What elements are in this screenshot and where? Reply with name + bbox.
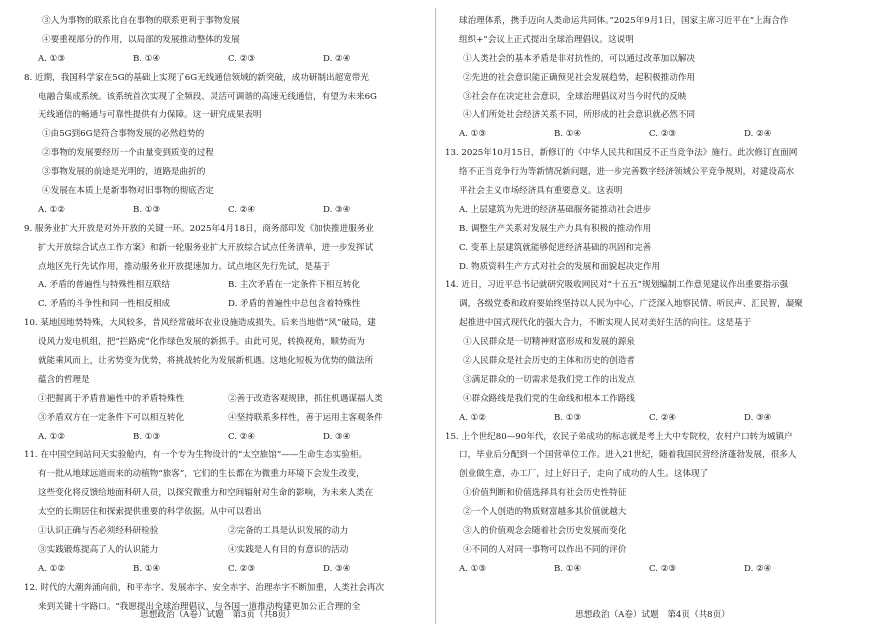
answer-option: A. ①③ xyxy=(38,53,66,64)
answer-options-row xyxy=(24,276,425,295)
answer-options-row xyxy=(24,50,425,69)
answer-options-row xyxy=(24,390,425,409)
answer-option: B. 主次矛盾在一定条件下相互转化 xyxy=(228,280,361,291)
statement-option: ③事物发展的前途是光明的，道路是曲折的 xyxy=(42,167,206,178)
answer-option: C. ②④ xyxy=(649,412,677,423)
question-text-line: 起推进中国式现代化的强大合力，不断实现人民对美好生活的向往。这是基于 xyxy=(459,318,752,329)
answer-options-row xyxy=(24,522,425,541)
statement-option: ①由5G到6G是符合事物发展的必然趋势的 xyxy=(42,129,205,140)
answer-option: D. ②④ xyxy=(323,53,351,64)
answer-option: A. ①② xyxy=(459,412,487,423)
answer-option: C. ②③ xyxy=(228,53,256,64)
answer-options-row xyxy=(24,295,425,314)
question-text-line: 8. 近期，我国科学家在5G的基础上实现了6G无线通信领域的新突破，成功研制出超宽带光 xyxy=(24,72,369,83)
statement-option: ④发展在本质上是新事物对旧事物的彻底否定 xyxy=(42,186,214,197)
answer-option: ③矛盾双方在一定条件下可以相互转化 xyxy=(38,412,185,423)
question-text-line: 有一批从地球远道而来的动植物“旅客”，它们的生长都在为微重力环境下会发生改变， xyxy=(38,469,365,480)
question-text-line: 14. 近日，习近平总书记就研究吸收网民对“十五五”规划编制工作意见建议作出重要指示强 xyxy=(445,280,789,291)
statement-option: ③满足群众的一切需求是我们党工作的出发点 xyxy=(463,374,635,385)
answer-option: C. 矛盾的斗争性和同一性相反相成 xyxy=(38,299,171,310)
answer-option: B. ①③ xyxy=(133,204,161,215)
answer-option: B. ①④ xyxy=(133,53,161,64)
answer-option: A. ①② xyxy=(38,431,66,442)
answer-options-row xyxy=(445,125,856,144)
answer-option: ①认识正确与否必须经科研检验 xyxy=(38,526,159,537)
answer-options-row xyxy=(445,560,856,579)
answer-option: B. ①④ xyxy=(554,563,582,574)
answer-option: A. ①② xyxy=(38,563,66,574)
statement-option: ③人为事物的联系比自在事物的联系更利于事物发展 xyxy=(42,16,240,26)
question-text-line: A. 上层建筑为先进的经济基础服务能推动社会进步 xyxy=(459,204,652,215)
question-text-line: B. 调整生产关系对发展生产力具有积极的推动作用 xyxy=(459,223,652,234)
statement-option: ④群众路线是我们党的生命线和根本工作路线 xyxy=(463,393,635,404)
answer-option: A. ①③ xyxy=(459,129,487,140)
answer-options-row xyxy=(24,560,425,579)
page-footer: 思想政治（A卷）试题 第4页（共8页） xyxy=(575,610,730,620)
question-text-line: 创业做生意，办工厂，过上好日子，走向了成功的人生。这体现了 xyxy=(459,469,709,480)
question-text-line: 设风力发电机组，把“拦路虎”化作绿色发展的新抓手。由此可见，转换视角，顺势而为 xyxy=(38,337,365,348)
statement-option: ②事物的发展要经历一个由量变到质变的过程 xyxy=(42,148,214,159)
answer-option: B. ①④ xyxy=(133,563,161,574)
question-text-line: 这些变化将反馈给地面科研人员，以探究微重力和空间辐射对生命的影响，为未来人类在 xyxy=(38,488,374,499)
answer-option: ②善于改造客观规律，抓住机遇谋福人类 xyxy=(228,393,383,404)
answer-option: ④坚持联系多样性，善于运用主客观条件 xyxy=(228,412,383,423)
question-text-line: 无线通信的畅通与可靠性提供有力保障。这一研究成果表明 xyxy=(38,110,262,121)
question-text-line: D. 物质资料生产方式对社会的发展和面貌起决定作用 xyxy=(459,261,661,272)
statement-option: ②先进的社会意识能正确预见社会发展趋势，起积极推动作用 xyxy=(463,72,696,83)
answer-option: ④实践是人有目的有意识的活动 xyxy=(228,544,349,555)
statement-option: ①人类社会的基本矛盾是非对抗性的，可以通过改革加以解决 xyxy=(463,53,696,64)
statement-option: ④要重视部分的作用，以局部的发展推动整体的发展 xyxy=(42,34,240,45)
statement-option: ④人们所处社会经济关系不同，所形成的社会意识就必然不同 xyxy=(463,110,696,121)
answer-options-row xyxy=(24,201,425,220)
question-text-line: 口，毕业后分配到一个国营单位工作。进入21世纪，随着我国民营经济蓬勃发展，很多人 xyxy=(459,450,797,461)
question-text-line: 蕴含的哲理是 xyxy=(38,374,90,385)
statement-option: ①人民群众是一切精神财富形成和发展的源泉 xyxy=(463,337,635,348)
answer-option: D. ③④ xyxy=(323,204,351,215)
answer-option: D. ②④ xyxy=(744,129,772,140)
question-text-line: 就能乘风而上，让劣势变为优势，将挑战转化为发展新机遇。这地化短板为优势的做法所 xyxy=(38,356,374,367)
answer-option: A. ①② xyxy=(38,204,66,215)
question-block-left xyxy=(24,12,425,617)
question-text-line: C. 变革上层建筑就能够促进经济基础的巩固和完善 xyxy=(459,242,652,253)
question-text-line: 来到关键十字路口。“我愿提出全球治理倡议，与各国一道推动构建更加公正合理的全 xyxy=(38,601,361,612)
question-text-line: 平社会主义市场经济具有重要意义。这表明 xyxy=(459,186,623,197)
statement-option: ②一个人创造的物质财富越多其价值就越大 xyxy=(463,507,627,518)
answer-option: A. ①③ xyxy=(459,563,487,574)
page-footer: 思想政治（A卷）试题 第3页（共8页） xyxy=(140,610,295,620)
answer-option: D. ③④ xyxy=(744,412,772,423)
question-block-right xyxy=(445,12,856,579)
answer-option: D. ③④ xyxy=(323,563,351,574)
question-text-line: 12. 时代的大潮奔涌向前，和平赤字、发展赤字、安全赤字、治理赤字不断加重，人类社会再次 xyxy=(24,582,385,593)
question-text-line: 11. 在中国空间站问天实验舱内，有一个专为生物设计的“太空旅馆”——生命生态实验柜。 xyxy=(24,450,368,461)
answer-option: D. ③④ xyxy=(323,431,351,442)
answer-option: A. 矛盾的普遍性与特殊性相互联结 xyxy=(38,280,170,291)
answer-option: C. ②④ xyxy=(228,204,256,215)
answer-options-row xyxy=(24,541,425,560)
answer-option: ②完备的工具是认识发展的动力 xyxy=(228,526,349,537)
answer-option: B. ①④ xyxy=(554,129,582,140)
statement-option: ④不同的人对同一事物可以作出不同的评价 xyxy=(463,544,627,555)
question-text-line: 电融合集成系统。该系统首次实现了全频段、灵活可调谐的高速无线通信，有望为未来6G xyxy=(38,91,377,102)
question-text-line: 组织+”会议上正式提出全球治理倡议。这说明 xyxy=(459,34,634,45)
question-text-line: 调，各级党委和政府要始终坚持以人民为中心，广泛深入地察民情、听民声、汇民智，凝聚 xyxy=(459,299,803,310)
statement-option: ①价值判断和价值选择具有社会历史性特征 xyxy=(463,488,627,499)
answer-option: C. ②③ xyxy=(649,129,677,140)
statement-option: ②人民群众是社会历史的主体和历史的创造者 xyxy=(463,356,635,367)
question-text-line: 13. 2025年10月15日，新修订的《中华人民共和国反不正当竞争法》施行。此次修订直面网 xyxy=(445,148,798,159)
question-text-line: 15. 上个世纪80—90年代，农民子弟成功的标志就是考上大中专院校，农村户口转为城镇户 xyxy=(445,431,793,442)
answer-options-row xyxy=(24,409,425,428)
answer-options-row xyxy=(445,409,856,428)
question-text-line: 络不正当竞争行为等新情况新问题，进一步完善数字经济领域公平竞争规则，对建设高水 xyxy=(459,167,795,178)
answer-option: C. ②③ xyxy=(649,563,677,574)
question-text-line: 太空的长期居住和探索提供重要的科学依据。从中可以看出 xyxy=(38,507,262,518)
answer-options-row xyxy=(24,428,425,447)
answer-option: C. ②④ xyxy=(228,431,256,442)
statement-option: ③人的价值观念会随着社会历史发展而变化 xyxy=(463,526,627,537)
answer-option: D. 矛盾的普遍性中总包含着特殊性 xyxy=(228,299,361,310)
answer-option: ③实践锻炼提高了人的认识能力 xyxy=(38,544,159,555)
question-text-line: 9. 服务业扩大开放是对外开放的关键一环。2025年4月18日，商务部印发《加快推进服务业 xyxy=(24,223,374,234)
answer-option: D. ②④ xyxy=(744,563,772,574)
question-text-line: 点地区先行先试作用，推动服务业开放提速加力。试点地区先行先试，是基于 xyxy=(38,261,331,272)
question-text-line: 扩大开放综合试点工作方案》和新一轮服务业扩大开放综合试点任务清单，进一步发挥试 xyxy=(38,242,374,253)
answer-option: B. ①③ xyxy=(554,412,582,423)
answer-option: C. ②③ xyxy=(228,563,256,574)
answer-option: ①把握离于矛盾普遍性中的矛盾特殊性 xyxy=(38,393,185,404)
statement-option: ③社会存在决定社会意识，全球治理倡议对当今时代的反映 xyxy=(463,91,687,102)
question-text-line: 10. 某地因地势特殊，大风较多，昔风经常破坏农业设施造成损失。后来当地借“风”破局，建 xyxy=(24,318,376,329)
answer-option: B. ①③ xyxy=(133,431,161,442)
exam-page-4 xyxy=(435,0,870,630)
question-text-line: 球治理体系，携手迈向人类命运共同体。”2025年9月1日，国家主席习近平在“上海合作 xyxy=(459,16,789,26)
